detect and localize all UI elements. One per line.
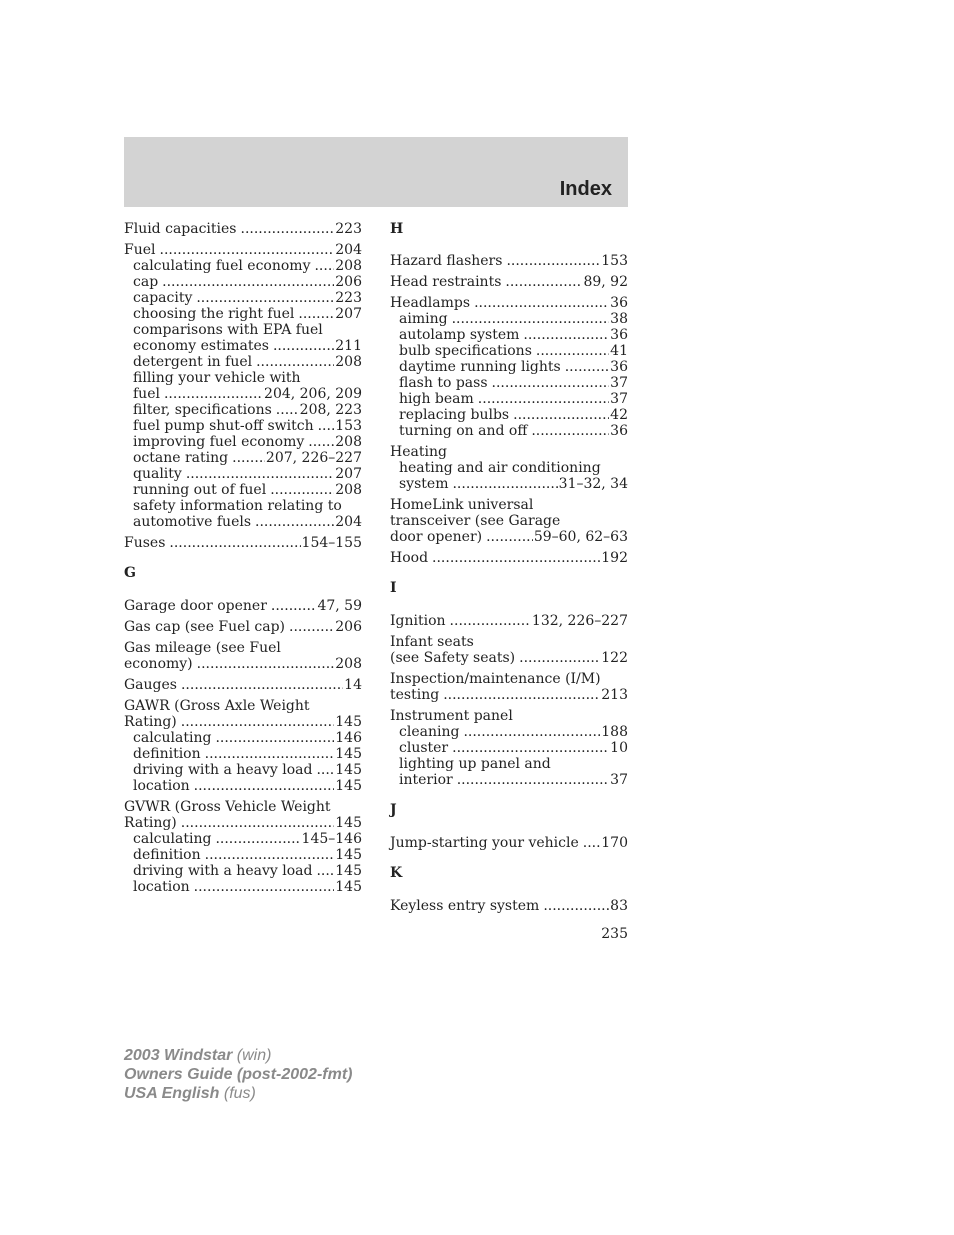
dot-leader xyxy=(452,740,609,756)
page-reference: 37 xyxy=(610,375,628,391)
document-footer xyxy=(124,1046,352,1103)
index-term: calculating xyxy=(133,730,212,746)
index-row xyxy=(390,740,628,756)
page-reference: 36 xyxy=(610,327,628,343)
index-column-left xyxy=(124,221,362,900)
page-reference: 145 xyxy=(335,847,362,863)
index-text-line: GAWR (Gross Axle Weight xyxy=(124,698,310,714)
index-row xyxy=(124,619,362,635)
index-text-line: Gas mileage (see Fuel xyxy=(124,640,281,656)
page-reference: 154–155 xyxy=(301,535,362,551)
dot-leader xyxy=(536,343,609,359)
dot-leader xyxy=(492,375,610,391)
index-term: cap xyxy=(133,274,159,290)
index-row xyxy=(124,863,362,879)
section-letter: I xyxy=(390,580,397,596)
dot-leader xyxy=(232,450,265,466)
index-term: economy estimates xyxy=(133,338,269,354)
dot-leader xyxy=(205,746,335,762)
page-reference: 208 xyxy=(335,656,362,672)
index-term: economy) xyxy=(124,656,193,672)
dot-leader xyxy=(450,613,531,629)
index-row xyxy=(124,831,362,847)
index-term: filter, specifications xyxy=(133,402,272,418)
dot-leader xyxy=(197,656,335,672)
index-row xyxy=(124,535,362,551)
page-reference: 208, 223 xyxy=(299,402,362,418)
index-term: fuel xyxy=(133,386,160,402)
dot-leader xyxy=(181,677,343,693)
page-reference: 42 xyxy=(610,407,628,423)
dot-leader xyxy=(215,831,300,847)
page-reference: 207, 226–227 xyxy=(265,450,362,466)
index-term: running out of fuel xyxy=(133,482,267,498)
index-row xyxy=(124,258,362,274)
section-letter: G xyxy=(124,565,136,581)
page-reference: 89, 92 xyxy=(583,274,628,290)
index-term: Gas cap (see Fuel cap) xyxy=(124,619,285,635)
index-row xyxy=(390,391,628,407)
index-row xyxy=(390,724,628,740)
index-term: bulb specifications xyxy=(399,343,532,359)
index-entry xyxy=(124,221,362,237)
dot-leader xyxy=(318,418,335,434)
index-text-line: HomeLink universal xyxy=(390,497,534,513)
index-entry xyxy=(390,708,628,788)
index-entry xyxy=(390,898,628,914)
page-reference: 59–60, 62–63 xyxy=(533,529,628,545)
index-entry xyxy=(124,799,362,895)
page-reference: 153 xyxy=(601,253,628,269)
page-reference: 145 xyxy=(335,746,362,762)
page-reference: 41 xyxy=(610,343,628,359)
index-row xyxy=(124,306,362,322)
index-term: door opener) xyxy=(390,529,483,545)
index-term: location xyxy=(133,778,190,794)
index-term: flash to pass xyxy=(399,375,488,391)
index-text-line: comparisons with EPA fuel xyxy=(133,322,323,338)
index-entry xyxy=(124,619,362,635)
dot-leader xyxy=(443,687,600,703)
page-reference: 207 xyxy=(335,466,362,482)
index-term: testing xyxy=(390,687,440,703)
page-reference: 208 xyxy=(335,434,362,450)
index-text-line: lighting up panel and xyxy=(399,756,551,772)
dot-leader xyxy=(194,879,335,895)
index-term: location xyxy=(133,879,190,895)
index-entry xyxy=(124,598,362,614)
index-entry xyxy=(390,253,628,269)
page-reference: 223 xyxy=(335,290,362,306)
index-row xyxy=(124,274,362,290)
index-row xyxy=(124,418,362,434)
dot-leader xyxy=(486,529,533,545)
index-term: replacing bulbs xyxy=(399,407,510,423)
page-reference: 204 xyxy=(335,242,362,258)
index-row xyxy=(390,311,628,327)
page-reference: 204 xyxy=(335,514,362,530)
index-term: Keyless entry system xyxy=(390,898,540,914)
index-row xyxy=(390,407,628,423)
index-text-line: Heating xyxy=(390,444,447,460)
dot-leader xyxy=(478,391,609,407)
dot-leader xyxy=(194,778,335,794)
page-reference: 153 xyxy=(335,418,362,434)
index-row xyxy=(124,242,362,258)
index-entry xyxy=(124,698,362,794)
index-term: (see Safety seats) xyxy=(390,650,516,666)
page-reference: 31–32, 34 xyxy=(558,476,628,492)
index-text-line: GVWR (Gross Vehicle Weight xyxy=(124,799,331,815)
index-term: calculating fuel economy xyxy=(133,258,311,274)
dot-leader xyxy=(513,407,609,423)
page-reference: 213 xyxy=(601,687,628,703)
dot-leader xyxy=(241,221,335,237)
page-reference: 145 xyxy=(335,714,362,730)
index-entry xyxy=(390,671,628,703)
dot-leader xyxy=(316,762,334,778)
index-term: Gauges xyxy=(124,677,177,693)
index-row xyxy=(124,762,362,778)
page-reference: 170 xyxy=(601,835,628,851)
index-row xyxy=(124,386,362,402)
index-term: Garage door opener xyxy=(124,598,267,614)
page-reference: 14 xyxy=(344,677,362,693)
page-reference: 10 xyxy=(610,740,628,756)
index-term: Fuel xyxy=(124,242,156,258)
page-reference: 132, 226–227 xyxy=(531,613,628,629)
index-row xyxy=(124,714,362,730)
dot-leader xyxy=(432,550,600,566)
index-term: cleaning xyxy=(399,724,460,740)
index-term: improving fuel economy xyxy=(133,434,305,450)
dot-leader xyxy=(271,598,317,614)
index-row xyxy=(390,423,628,439)
index-term: high beam xyxy=(399,391,474,407)
page-reference: 188 xyxy=(601,724,628,740)
index-term: driving with a heavy load xyxy=(133,762,313,778)
page-reference: 36 xyxy=(610,423,628,439)
index-row xyxy=(390,274,628,290)
index-term: choosing the right fuel xyxy=(133,306,295,322)
page-number: 235 xyxy=(601,926,628,942)
footer-model-line: 2003 Windstar (win) xyxy=(124,1047,272,1064)
index-entry xyxy=(390,835,628,851)
index-row xyxy=(124,434,362,450)
index-row xyxy=(124,221,362,237)
index-entry xyxy=(390,497,628,545)
dot-leader xyxy=(505,274,582,290)
index-row xyxy=(124,450,362,466)
dot-leader xyxy=(519,650,600,666)
footer-guide-line: Owners Guide (post-2002-fmt) xyxy=(124,1066,353,1083)
index-row xyxy=(390,253,628,269)
page-reference: 223 xyxy=(335,221,362,237)
index-term: cluster xyxy=(399,740,449,756)
index-term: driving with a heavy load xyxy=(133,863,313,879)
footer-language-line: USA English (fus) xyxy=(124,1085,256,1102)
page-reference: 145 xyxy=(335,815,362,831)
page-reference: 36 xyxy=(610,295,628,311)
index-row xyxy=(390,772,628,788)
dot-leader xyxy=(162,274,334,290)
dot-leader xyxy=(531,423,609,439)
index-row xyxy=(124,730,362,746)
index-term: Jump-starting your vehicle xyxy=(390,835,579,851)
index-entry xyxy=(390,634,628,666)
page-reference: 207 xyxy=(335,306,362,322)
section-letter: H xyxy=(390,221,404,237)
index-term: capacity xyxy=(133,290,193,306)
index-term: Hood xyxy=(390,550,429,566)
page-reference: 47, 59 xyxy=(317,598,362,614)
dot-leader xyxy=(316,863,334,879)
index-term: aiming xyxy=(399,311,448,327)
index-row xyxy=(390,359,628,375)
dot-leader xyxy=(583,835,600,851)
index-row xyxy=(390,550,628,566)
index-text-line: safety information relating to xyxy=(133,498,342,514)
dot-leader xyxy=(506,253,600,269)
dot-leader xyxy=(543,898,609,914)
index-row xyxy=(124,290,362,306)
index-text-line: filling your vehicle with xyxy=(133,370,301,386)
page-title: Index xyxy=(559,178,612,200)
dot-leader xyxy=(169,535,300,551)
index-term: daytime running lights xyxy=(399,359,561,375)
index-term: Hazard flashers xyxy=(390,253,503,269)
dot-leader xyxy=(565,359,609,375)
index-row xyxy=(390,343,628,359)
index-term: definition xyxy=(133,847,201,863)
index-row xyxy=(124,402,362,418)
dot-leader xyxy=(181,714,335,730)
index-term: fuel pump shut-off switch xyxy=(133,418,314,434)
index-term: system xyxy=(399,476,449,492)
section-letter: K xyxy=(390,865,403,881)
index-row xyxy=(124,354,362,370)
index-entry xyxy=(124,640,362,672)
page-reference: 206 xyxy=(335,619,362,635)
index-row xyxy=(390,476,628,492)
index-row xyxy=(390,375,628,391)
index-row xyxy=(390,835,628,851)
index-term: Headlamps xyxy=(390,295,471,311)
dot-leader xyxy=(276,402,299,418)
dot-leader xyxy=(256,354,334,370)
index-row xyxy=(124,778,362,794)
index-entry xyxy=(390,274,628,290)
index-row xyxy=(124,656,362,672)
index-term: automotive fuels xyxy=(133,514,252,530)
dot-leader xyxy=(314,258,334,274)
page-reference: 37 xyxy=(610,772,628,788)
index-row xyxy=(390,650,628,666)
page-reference: 145 xyxy=(335,778,362,794)
page-reference: 145 xyxy=(335,879,362,895)
section-letter: J xyxy=(390,802,397,818)
index-row xyxy=(124,879,362,895)
page-reference: 192 xyxy=(601,550,628,566)
index-row xyxy=(124,847,362,863)
dot-leader xyxy=(474,295,609,311)
page-reference: 38 xyxy=(610,311,628,327)
index-text-line: Inspection/maintenance (I/M) xyxy=(390,671,601,687)
page-reference: 36 xyxy=(610,359,628,375)
page-reference: 145–146 xyxy=(301,831,362,847)
dot-leader xyxy=(186,466,334,482)
dot-leader xyxy=(463,724,600,740)
index-row xyxy=(124,746,362,762)
index-term: Head restraints xyxy=(390,274,502,290)
dot-leader xyxy=(452,311,610,327)
index-row xyxy=(390,687,628,703)
index-entry xyxy=(390,550,628,566)
page-reference: 206 xyxy=(335,274,362,290)
index-row xyxy=(390,295,628,311)
dot-leader xyxy=(215,730,334,746)
index-row xyxy=(390,529,628,545)
index-entry xyxy=(390,613,628,629)
index-term: octane rating xyxy=(133,450,229,466)
index-row xyxy=(124,482,362,498)
index-term: Fuses xyxy=(124,535,166,551)
page-reference: 37 xyxy=(610,391,628,407)
index-text-line: Instrument panel xyxy=(390,708,513,724)
index-row xyxy=(390,613,628,629)
dot-leader xyxy=(457,772,609,788)
index-text-line: transceiver (see Garage xyxy=(390,513,561,529)
index-entry xyxy=(390,295,628,439)
index-term: definition xyxy=(133,746,201,762)
dot-leader xyxy=(289,619,334,635)
index-term: detergent in fuel xyxy=(133,354,253,370)
page-reference: 208 xyxy=(335,354,362,370)
index-row xyxy=(124,338,362,354)
index-entry xyxy=(124,535,362,551)
index-row xyxy=(390,327,628,343)
index-row xyxy=(124,677,362,693)
index-term: Rating) xyxy=(124,815,177,831)
page-reference: 146 xyxy=(335,730,362,746)
page-reference: 83 xyxy=(610,898,628,914)
dot-leader xyxy=(270,482,334,498)
index-term: Fluid capacities xyxy=(124,221,237,237)
index-term: calculating xyxy=(133,831,212,847)
index-text-line: Infant seats xyxy=(390,634,474,650)
page-reference: 145 xyxy=(335,863,362,879)
index-entry xyxy=(124,242,362,530)
index-row xyxy=(124,815,362,831)
page-reference: 204, 206, 209 xyxy=(264,386,362,402)
index-row xyxy=(124,514,362,530)
index-term: quality xyxy=(133,466,182,482)
index-entry xyxy=(124,677,362,693)
dot-leader xyxy=(160,242,335,258)
index-entry xyxy=(390,444,628,492)
dot-leader xyxy=(205,847,335,863)
index-term: autolamp system xyxy=(399,327,520,343)
index-term: Rating) xyxy=(124,714,177,730)
dot-leader xyxy=(452,476,557,492)
index-row xyxy=(124,466,362,482)
index-term: turning on and off xyxy=(399,423,528,439)
index-term: interior xyxy=(399,772,453,788)
page-reference: 211 xyxy=(335,338,362,354)
page-reference: 122 xyxy=(601,650,628,666)
index-row xyxy=(124,598,362,614)
index-term: Ignition xyxy=(390,613,446,629)
dot-leader xyxy=(196,290,334,306)
dot-leader xyxy=(273,338,334,354)
dot-leader xyxy=(164,386,263,402)
page-reference: 145 xyxy=(335,762,362,778)
index-row xyxy=(390,898,628,914)
dot-leader xyxy=(523,327,609,343)
dot-leader xyxy=(298,306,334,322)
index-header-bar xyxy=(124,137,628,207)
index-text-line: heating and air conditioning xyxy=(399,460,601,476)
page-reference: 208 xyxy=(335,482,362,498)
dot-leader xyxy=(308,434,334,450)
page-reference: 208 xyxy=(335,258,362,274)
dot-leader xyxy=(255,514,334,530)
index-column-right xyxy=(390,221,628,919)
dot-leader xyxy=(181,815,335,831)
